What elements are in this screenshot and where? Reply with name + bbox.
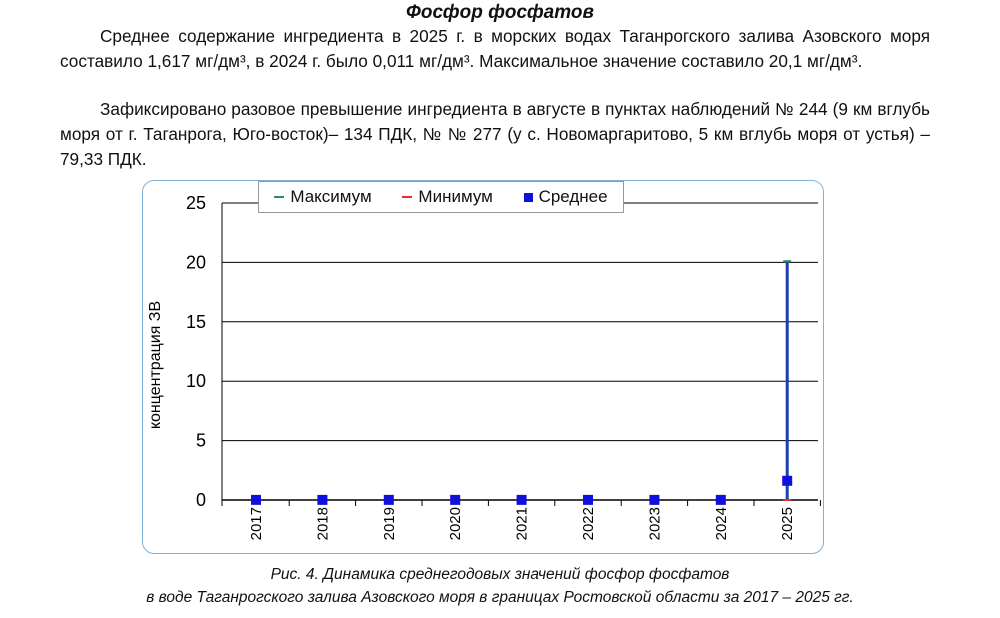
x-tick-label: 2022 bbox=[580, 507, 597, 541]
legend-mean-swatch bbox=[524, 193, 533, 202]
x-tick-label: 2019 bbox=[380, 507, 398, 541]
x-tick-label: 2018 bbox=[314, 507, 332, 541]
x-tick-label: 2025 bbox=[779, 507, 797, 541]
chart-legend bbox=[258, 181, 624, 213]
y-tick-label: 5 bbox=[195, 430, 206, 451]
y-tick-label: 0 bbox=[195, 490, 206, 510]
legend-item-min bbox=[402, 187, 492, 207]
mean-point bbox=[583, 495, 593, 505]
x-tick-label: 2020 bbox=[447, 507, 465, 541]
legend-min-swatch bbox=[402, 196, 412, 198]
y-tick-label: 10 bbox=[185, 371, 206, 392]
legend-max-label: Максимум bbox=[290, 187, 372, 206]
x-tick-label: 2021 bbox=[513, 507, 531, 541]
legend-item-mean bbox=[524, 187, 608, 207]
mean-point bbox=[251, 495, 261, 505]
mean-point bbox=[317, 495, 327, 505]
y-tick-label: 20 bbox=[185, 252, 206, 273]
y-tick-label: 25 bbox=[185, 193, 206, 213]
legend-max-swatch bbox=[274, 196, 284, 198]
marks-layer bbox=[251, 261, 792, 505]
legend-min-label: Минимум bbox=[418, 187, 493, 206]
section-title: Фосфор фосфатов bbox=[406, 2, 594, 23]
mean-point bbox=[450, 495, 460, 505]
legend-mean-label: Среднее bbox=[538, 187, 608, 206]
paragraph-2-text: Зафиксировано разовое превышение ингредиента в августе в пунктах наблюдений № 244 (9 км вглубь моря от г. Таганрога, Юго-восток)– 134 ПДК, № № 277 (у с. Новомаргаритово, 5 км вглубь моря от устья) – 79,33 ПДК. bbox=[60, 99, 930, 169]
legend-item-max bbox=[274, 187, 371, 207]
paragraph-1-text: Среднее содержание ингредиента в 2025 г. в морских водах Таганрогского залива Азовского моря составило 1,617 мг/дм³, в 2024 г. было 0,011 мг/дм³. Максимальное значение составило 20,1 мг/дм³. bbox=[60, 26, 930, 71]
mean-point bbox=[649, 495, 659, 505]
mean-point bbox=[782, 476, 792, 486]
axis-layer bbox=[186, 193, 820, 540]
grid-layer bbox=[222, 203, 818, 441]
mean-point bbox=[384, 495, 394, 505]
x-tick-label: 2023 bbox=[646, 507, 664, 541]
mean-point bbox=[716, 495, 726, 505]
x-tick-label: 2024 bbox=[712, 507, 730, 541]
mean-point bbox=[517, 495, 527, 505]
y-tick-label: 15 bbox=[185, 311, 206, 332]
figure-caption-line-2: в воде Таганрогского залива Азовского моря в границах Ростовской области за 2017 – 2025 гг. bbox=[146, 589, 854, 606]
y-axis-label: концентрация ЗВ bbox=[147, 300, 164, 430]
x-tick-label: 2017 bbox=[248, 507, 265, 541]
figure-caption-line-1: Рис. 4. Динамика среднегодовых значений фосфор фосфатов bbox=[270, 566, 730, 583]
